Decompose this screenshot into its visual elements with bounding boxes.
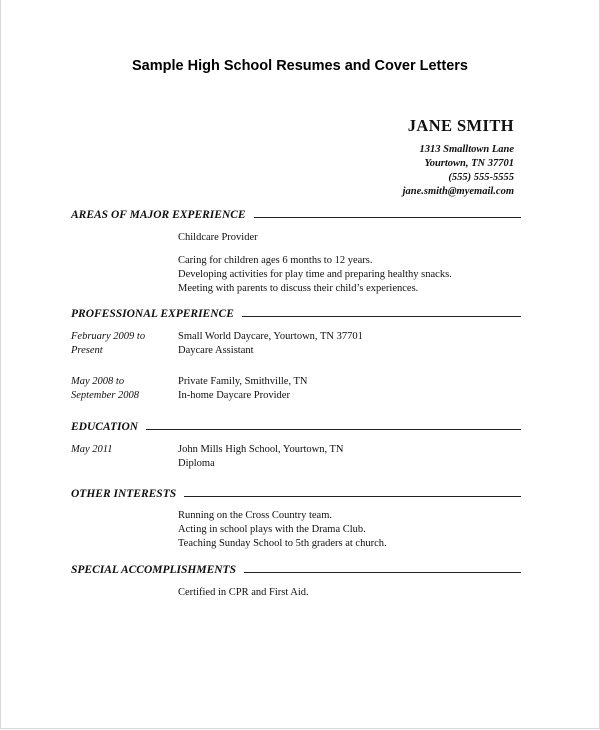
experience-role: Childcare Provider xyxy=(178,232,258,243)
job-dates xyxy=(71,375,139,403)
job-details xyxy=(178,375,308,403)
city-address: Yourtown, TN 37701 xyxy=(424,158,514,169)
section-header-accomplishments xyxy=(71,563,521,577)
list-item: Acting in school plays with the Drama Club. xyxy=(178,524,366,535)
school-name: John Mills High School, Yourtown, TN xyxy=(178,444,344,455)
section-title: PROFESSIONAL EXPERIENCE xyxy=(71,308,234,320)
date-end: September 2008 xyxy=(71,390,139,401)
list-item: Developing activities for play time and preparing healthy snacks. xyxy=(178,269,452,280)
list-item: Teaching Sunday School to 5th graders at church. xyxy=(178,538,387,549)
job-employer: Private Family, Smithville, TN xyxy=(178,376,308,387)
email-address: jane.smith@myemail.com xyxy=(402,186,514,197)
section-title: SPECIAL ACCOMPLISHMENTS xyxy=(71,564,236,576)
section-divider xyxy=(244,572,521,573)
date-start: February 2009 to xyxy=(71,331,146,342)
page-title: Sample High School Resumes and Cover Letters xyxy=(131,58,468,74)
degree: Diploma xyxy=(178,458,215,469)
section-header-education xyxy=(71,420,521,434)
experience-bullets xyxy=(178,254,452,296)
contact-block xyxy=(403,116,514,199)
street-address: 1313 Smalltown Lane xyxy=(419,144,514,155)
section-header-interests xyxy=(71,487,521,501)
education-details xyxy=(178,443,344,471)
list-item: Caring for children ages 6 months to 12 years. xyxy=(178,255,373,266)
section-title: EDUCATION xyxy=(71,421,139,433)
job-details xyxy=(178,330,363,358)
phone-number: (555) 555-5555 xyxy=(448,172,514,183)
education-date: May 2011 xyxy=(71,444,113,455)
job-employer: Small World Daycare, Yourtown, TN 37701 xyxy=(178,331,363,342)
section-divider xyxy=(184,496,521,497)
interests-list xyxy=(178,509,387,551)
list-item: Meeting with parents to discuss their child’s experiences. xyxy=(178,283,419,294)
section-title: AREAS OF MAJOR EXPERIENCE xyxy=(71,209,246,221)
applicant-name: JANE SMITH xyxy=(407,116,514,135)
date-start: May 2008 to xyxy=(71,376,125,387)
accomplishments-list xyxy=(178,586,309,600)
job-position: Daycare Assistant xyxy=(178,345,254,356)
section-divider xyxy=(254,217,521,218)
section-header-areas xyxy=(71,208,521,222)
list-item: Running on the Cross Country team. xyxy=(178,510,332,521)
section-title: OTHER INTERESTS xyxy=(71,488,177,500)
date-end: Present xyxy=(71,345,103,356)
list-item: Certified in CPR and First Aid. xyxy=(178,587,309,598)
section-divider xyxy=(146,429,521,430)
section-header-professional xyxy=(71,307,521,321)
job-position: In-home Daycare Provider xyxy=(178,390,290,401)
section-divider xyxy=(242,316,521,317)
job-dates xyxy=(71,330,145,358)
